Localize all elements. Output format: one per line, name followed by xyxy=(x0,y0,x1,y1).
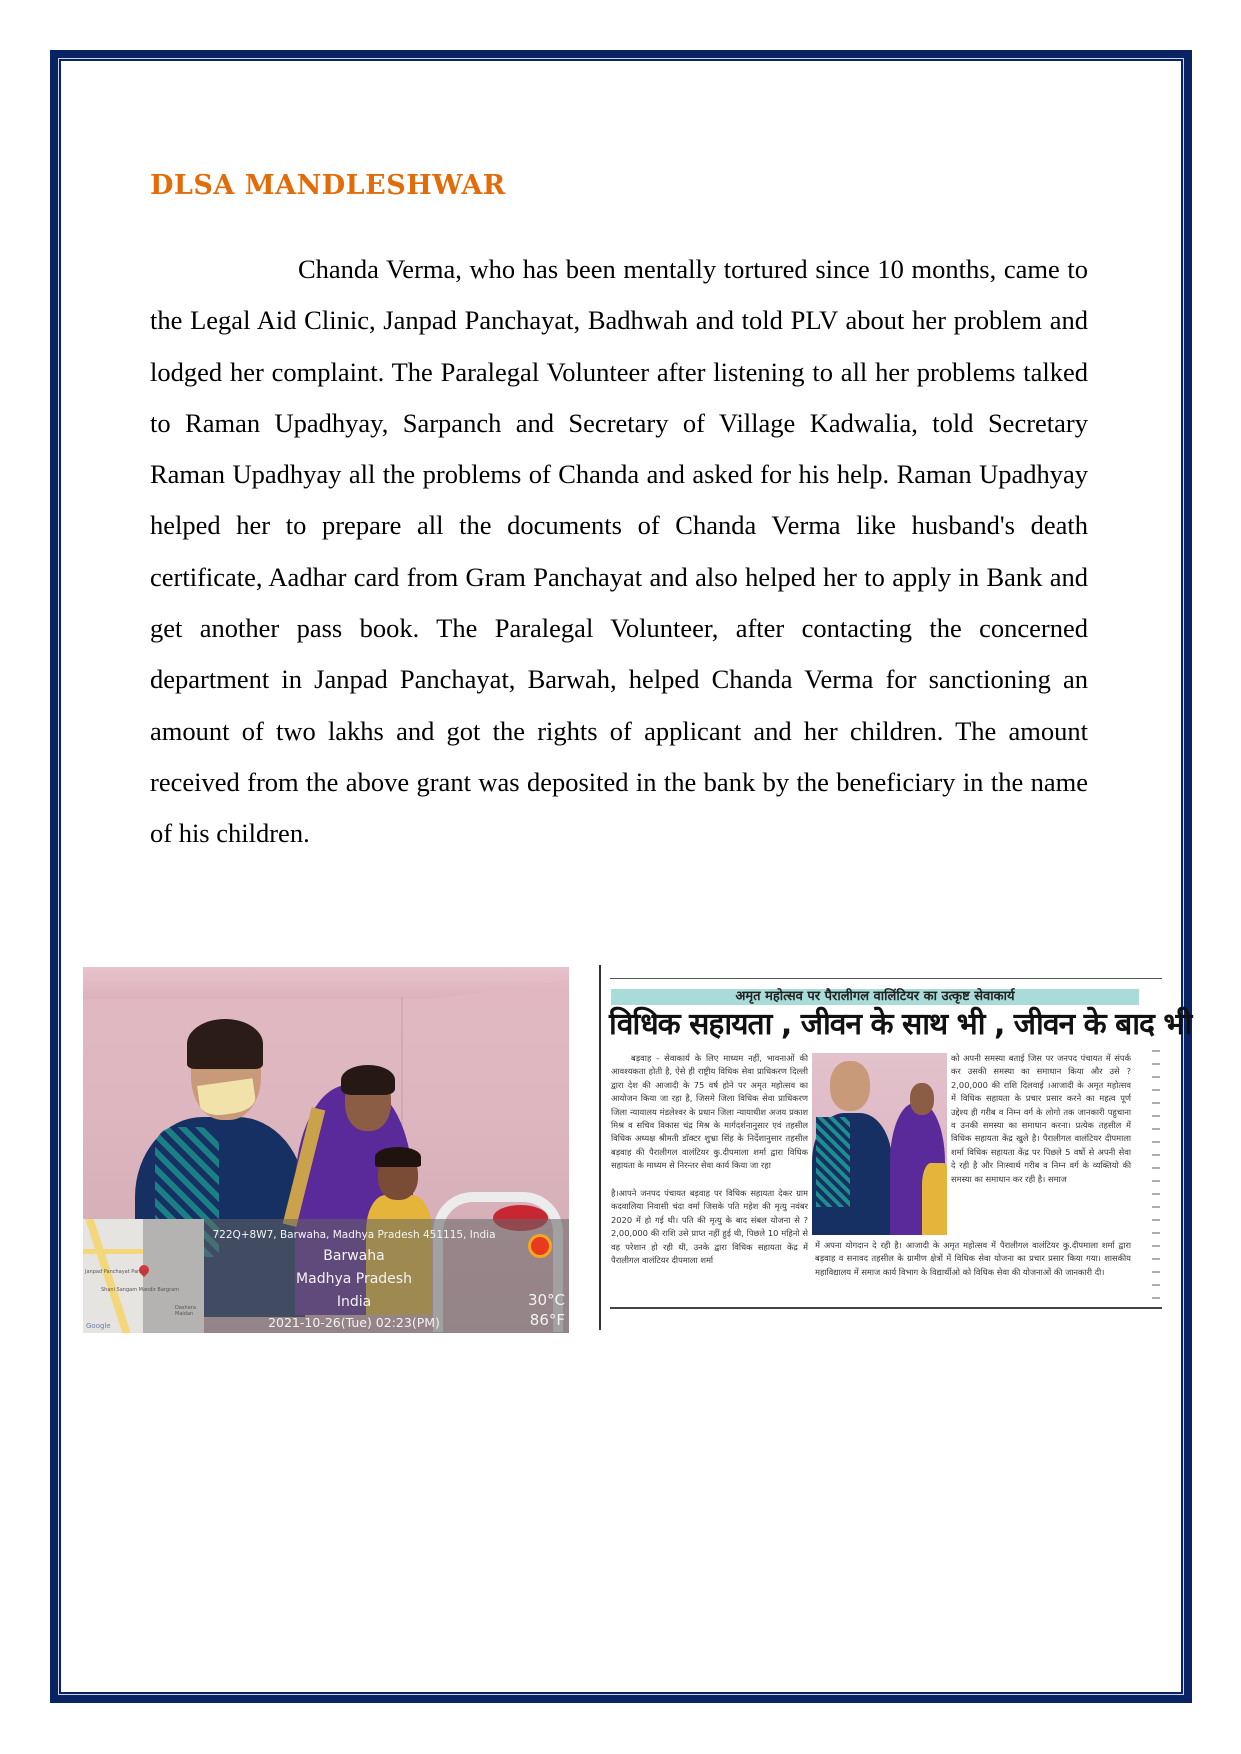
clipping-column-3: है।आपने जनपद पंचायत बड़वाह पर विधिक सहायता देकर ग्राम कदवालिया निवासी चंदा वर्मा जिसके पति महेश की मृत्यु नवंबर 2020 में हो गई थी। पति की मृत्यु के बाद संबल योजना से ?2,00,000 की राशि उसे प्राप्त नहीं हुई थी, पिछले 10 महिनो से वह परेशान हो रही थी, उनके द्वारा विधिक सहायता केंद्र में पैरालीगल वालंटियर दीपमाला शर्मा xyxy=(611,1188,808,1266)
clipping-photo xyxy=(812,1053,947,1235)
map-brand-logo: Google xyxy=(86,1322,111,1330)
newspaper-clipping xyxy=(599,965,1192,1330)
geotag-temp-celsius: 30°C xyxy=(527,1291,565,1309)
body-paragraph: Chanda Verma, who has been mentally tortured since 10 months, came to the Legal Aid Clinic, Janpad Panchayat, Badhwah and told PLV about her problem and lodged her complaint. The Paralegal Volunteer after listening to all her problems talked to Raman Upadhyay, Sarpanch and Secretary of Village Kadwalia, told Secretary Raman Upadhyay all the problems of Chanda and asked for his help. Raman Upadhyay helped her to prepare all the documents of Chanda Verma like husband's death certificate, Aadhar card from Gram Panchayat and also helped her to apply in Bank and get another pass book. The Paralegal Volunteer, after contacting the concerned department in Janpad Panchayat, Barwah, helped Chanda Verma for sanctioning an amount of two lakhs and got the rights of applicant and her children. The amount received from the above grant was deposited in the bank by the beneficiary in the name of his children. xyxy=(150,254,1088,849)
geotag-address: 722Q+8W7, Barwaha, Madhya Pradesh 451115, India xyxy=(212,1229,496,1241)
clipping-headline: विधिक सहायता , जीवन के साथ भी , जीवन के बाद भी xyxy=(609,1007,1192,1042)
sun-icon xyxy=(531,1237,549,1255)
volunteer-mask xyxy=(197,1078,257,1117)
geotag-state: Madhya Pradesh xyxy=(296,1271,412,1287)
clipping-column-1: बड़वाह - सेवाकार्य के लिए माध्यम नहीं, भावनाओं की आवश्यकता होती है, ऐसे ही राष्ट्रीय विधिक सेवा प्राधिकरण दिल्ली द्वारा देश की आजादी के 75 वर्ष होने पर अमृत महोत्सव का आयोजन किया जा रहा है, जिसमे जिला विधिक सेवा प्राधिकरण जिला न्यायालय मंडलेश्वर के प्रधान जिला न्यायाधीश अजय प्रकाश मिश्र व सचिव विकास चंद्र मिश्र के मार्गदर्शनानुसार एवं तहसील विधिक अध्यक्ष श्रीमती डॉक्टर शुभ्रा सिंह के निर्देशानुसार तहसील बड़वाह की पैरालीगल वालंटियर कु.दीपमाला शर्मा द्वारा विधिक सहायता के माध्यम से निरन्तर सेवा कार्य किया जा रहा xyxy=(611,1053,808,1171)
geotag-datetime: 2021-10-26(Tue) 02:23(PM) xyxy=(268,1315,440,1330)
clipping-column-2: को अपनी समस्या बताई जिस पर जनपद पंचायत में संपर्क कर उसकी समस्या का समाधान किया और उसे ?2,00,000 की राशि दिलवाई ।आजादी के अमृत महोत्सव में विधिक सहायता के प्रचार प्रसार करने का महत्व पूर्ण उद्देश्य ही गरीब व निम्न वर्ग के लोगो तक जानकारी पहुचाना व उनकी समस्या का समाधान करना। प्रत्येक तहसील में विधिक सहायता केंद्र खुले है। पैरालीगल वालंटियर दीपमाला शर्मा विधिक सहायता केंद्र पर पिछले 5 वर्षो से अपनी सेवा दे रही है और निःस्वार्थ गरीब व निम्न वर्ग के व्यक्तियो की समस्या का समाधान कर रही है। समाज xyxy=(951,1053,1131,1184)
geotagged-photo xyxy=(83,967,569,1333)
beneficiary-hair xyxy=(341,1065,395,1095)
clipping-photo-pattern xyxy=(816,1117,850,1207)
clipping-adjacent-column-strip xyxy=(1152,1050,1160,1306)
clipping-kicker: अमृत महोत्सव पर पैरालीगल वालिंटियर का उत्कृष्ट सेवाकार्य xyxy=(611,989,1139,1005)
clipping-photo-child xyxy=(922,1163,947,1235)
clipping-photo-face xyxy=(830,1061,870,1111)
map-road xyxy=(83,1249,143,1254)
map-label: Dashera Maidan xyxy=(175,1305,196,1317)
clipping-column-4: में अपना योगदान दे रही है। आजादी के अमृत महोत्सव में पैरालीगल वालंटियर कु.दीपमाला शर्मा द्वारा बड़वाह व सनावद तहसील के ग्रामीण क्षेत्रों में विधिक सेवा योजना का प्रचार प्रसार किया गया। शासकीय महाविद्यालय में समाज कार्य विभाग के विद्यार्थीओ को विधिक सेवा की योजनाओं की जानकारी दी। xyxy=(815,1240,1131,1277)
volunteer-hair xyxy=(187,1019,263,1069)
map-road xyxy=(84,1219,135,1333)
map-label: Shani Sangam Mandir Bargram xyxy=(101,1287,180,1293)
child-hair xyxy=(375,1147,421,1167)
clipping-left-rule xyxy=(599,965,601,1330)
clipping-bottom-rule xyxy=(610,1307,1162,1309)
geotag-country: India xyxy=(336,1294,372,1310)
map-thumbnail xyxy=(83,1219,204,1333)
photo-ceiling xyxy=(83,967,569,999)
clipping-photo-face xyxy=(910,1083,934,1115)
geotag-city: Barwaha xyxy=(323,1248,385,1264)
clipping-top-rule xyxy=(610,978,1162,979)
geotag-temp-fahrenheit: 86°F xyxy=(529,1311,565,1329)
page-heading: DLSA MANDLESHWAR xyxy=(150,170,506,201)
map-label: Janpad Panchayat Parisar xyxy=(85,1269,149,1275)
